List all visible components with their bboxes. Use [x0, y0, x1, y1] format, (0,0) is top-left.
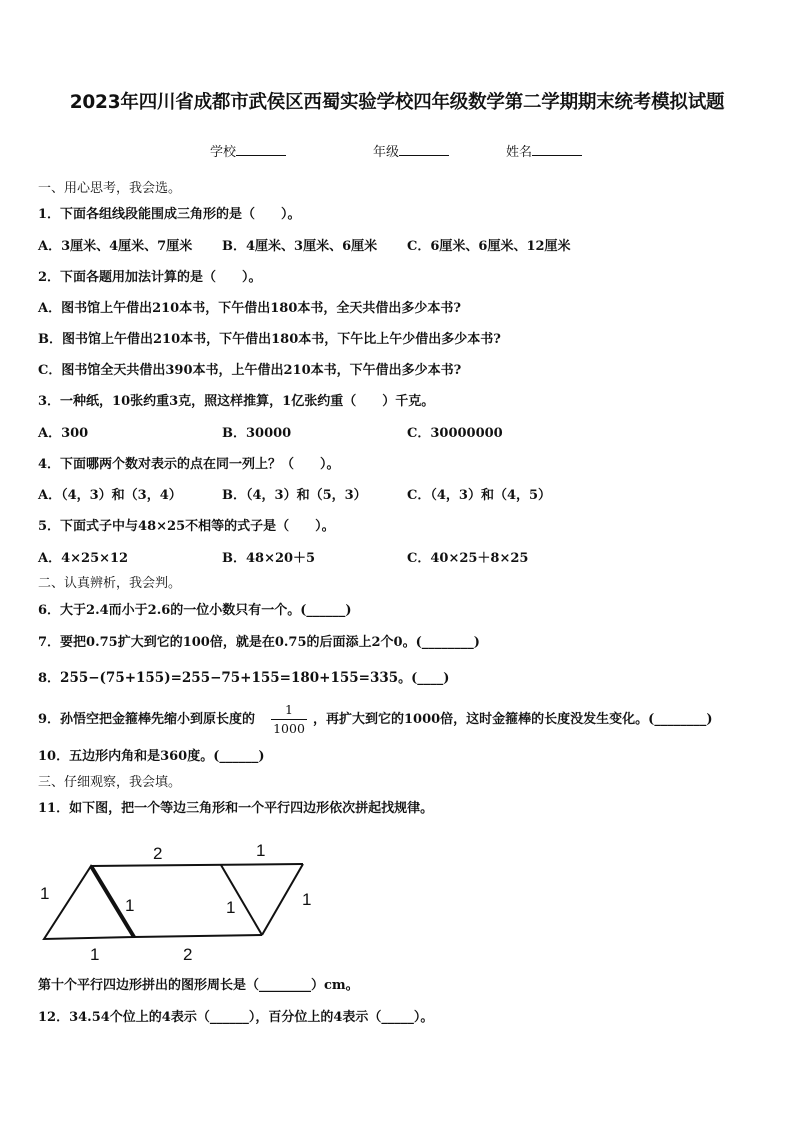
shape-outline — [44, 864, 303, 939]
label-diag-right: 1 — [226, 898, 236, 917]
q1-option-c[interactable]: C．6厘米、6厘米、12厘米 — [407, 239, 571, 254]
q1-option-a[interactable]: A．3厘米、4厘米、7厘米 — [38, 239, 193, 254]
q9-after: ，再扩大到它的1000倍，这时金箍棒的长度没发生变化。(________) — [313, 712, 713, 727]
parallelogram-top — [91, 864, 303, 866]
page-title: 2023年四川省成都市武侯区西蜀实验学校四年级数学第二学期期末统考模拟试题 — [69, 92, 725, 113]
q4-option-a[interactable]: A．（4，3）和（3，4） — [38, 488, 182, 503]
q5-stem: 5．下面式子中与48×25不相等的式子是（ ）。 — [38, 519, 335, 534]
label-top-mid: 2 — [153, 844, 163, 863]
q8-expression: 255−(75+155)=255−75+155=180+155=335 — [60, 670, 399, 686]
label-left: 1 — [40, 884, 50, 903]
q6-text: 6．大于2.4而小于2.6的一位小数只有一个。(______) — [38, 603, 352, 618]
section-3-heading: 三、仔细观察，我会填。 — [38, 775, 182, 790]
name-blank[interactable] — [532, 143, 582, 156]
school-field — [210, 141, 286, 160]
q9-fraction — [271, 702, 307, 737]
q8-line — [38, 670, 449, 687]
q2-option-a[interactable]: A．图书馆上午借出210本书，下午借出180本书，全天共借出多少本书? — [38, 301, 461, 316]
q5-option-a[interactable]: A．4×25×12 — [38, 551, 129, 566]
q9-before: 9．孙悟空把金箍棒先缩小到原长度的 — [38, 712, 256, 727]
school-blank[interactable] — [236, 143, 286, 156]
q3-option-c[interactable]: C．30000000 — [407, 426, 503, 441]
q3-option-b[interactable]: B．30000 — [222, 426, 292, 441]
q11-answer: 第十个平行四边形拼出的图形周长是（________）cm。 — [38, 978, 359, 993]
q1-option-b[interactable]: B．4厘米、3厘米、6厘米 — [222, 239, 378, 254]
q2-option-c[interactable]: C．图书馆全天共借出390本书，上午借出210本书，下午借出多少本书? — [38, 363, 462, 378]
triangle-right-right-side — [262, 864, 303, 935]
grade-field — [373, 141, 449, 160]
q2-option-b[interactable]: B．图书馆上午借出210本书，下午借出180本书，下午比上午少借出多少本书? — [38, 332, 501, 347]
section-1-heading: 一、用心思考，我会选。 — [38, 181, 182, 196]
label-right: 1 — [302, 890, 312, 909]
grade-blank[interactable] — [399, 143, 449, 156]
grade-label: 年级 — [373, 145, 400, 160]
name-label: 姓名 — [506, 145, 533, 160]
q9-fraction-denominator: 1000 — [273, 721, 305, 736]
q11-figure — [0, 833, 794, 973]
label-diag-mid: 1 — [125, 896, 135, 915]
parallelogram-bottom — [134, 935, 262, 937]
q7-text: 7．要把0.75扩大到它的100倍，就是在0.75的后面添上2个0。(________) — [38, 635, 480, 650]
q5-option-b[interactable]: B．48×20＋5 — [222, 551, 316, 566]
q4-option-b[interactable]: B．（4，3）和（5，3） — [222, 488, 367, 503]
q11-stem: 11．如下图，把一个等边三角形和一个平行四边形依次拼起找规律。 — [38, 801, 434, 816]
q8-number: 8． — [38, 671, 61, 686]
q10-text: 10．五边形内角和是360度。(______) — [38, 749, 265, 764]
q5-option-c[interactable]: C．40×25＋8×25 — [407, 551, 529, 566]
label-bottom-left: 1 — [90, 945, 100, 964]
q2-stem: 2．下面各题用加法计算的是（ ）。 — [38, 270, 262, 285]
q4-option-c[interactable]: C．（4，3）和（4，5） — [407, 488, 552, 503]
q1-stem: 1．下面各组线段能围成三角形的是（ ）。 — [38, 207, 301, 222]
q8-tail: 。(____) — [398, 671, 450, 686]
school-label: 学校 — [210, 145, 237, 160]
label-bottom-mid: 2 — [183, 945, 193, 964]
q12-text: 12．34.54个位上的4表示（______），百分位上的4表示（_____）。 — [38, 1010, 434, 1025]
section-2-heading: 二、认真辨析，我会判。 — [38, 576, 182, 591]
q3-option-a[interactable]: A．300 — [38, 426, 89, 441]
q9-fraction-numerator: 1 — [285, 702, 293, 717]
name-field — [506, 141, 582, 160]
q3-stem: 3．一种纸，10张约重3克，照这样推算，1亿张约重（ ）千克。 — [38, 394, 435, 409]
label-top-right: 1 — [256, 841, 266, 860]
fraction-bar — [271, 719, 307, 720]
q4-stem: 4．下面哪两个数对表示的点在同一列上？（ ）。 — [38, 457, 340, 472]
triangle-left — [44, 866, 134, 939]
